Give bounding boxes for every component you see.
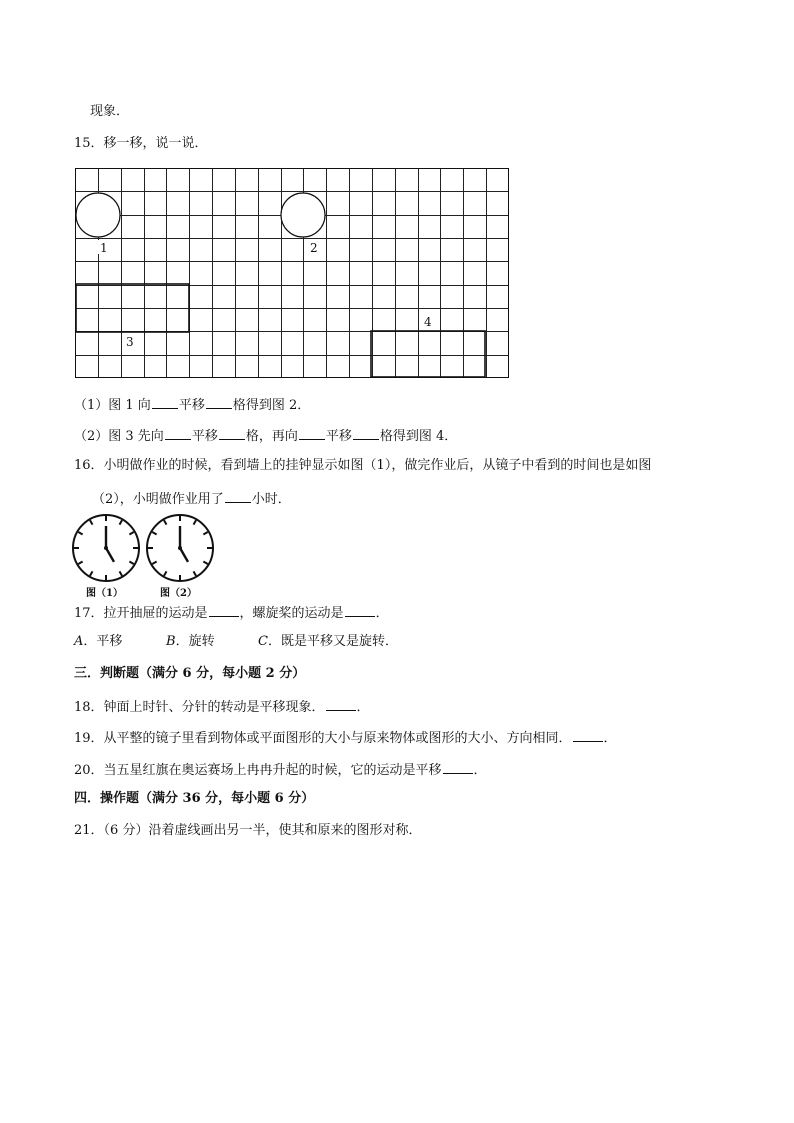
clock-label-2: 图（2） xyxy=(160,588,197,599)
answer-blank[interactable] xyxy=(443,761,473,774)
section-4-heading: 四．操作题（满分 36 分，每小题 6 分） xyxy=(74,791,315,806)
answer-blank[interactable] xyxy=(165,427,191,440)
shape-1-circle xyxy=(76,193,120,237)
q15-title: 15．移一移，说一说． xyxy=(74,136,208,151)
section-3-heading: 三．判断题（满分 6 分，每小题 2 分） xyxy=(74,666,306,681)
q15-sub2: （2）图 3 先向 平移 格，再向 平移 格得到图 4． xyxy=(74,429,458,444)
q17-option-b[interactable]: B．旋转 xyxy=(166,634,215,649)
answer-blank[interactable] xyxy=(353,427,379,440)
answer-blank[interactable] xyxy=(219,427,245,440)
q17-option-c[interactable]: C．既是平移又是旋转． xyxy=(258,634,398,649)
shape-label-2: 2 xyxy=(310,241,318,255)
answer-blank[interactable] xyxy=(225,490,251,503)
clock-figures xyxy=(70,512,220,598)
q17-option-a[interactable]: A．平移 xyxy=(74,634,123,649)
shape-4-rectangle xyxy=(371,331,485,377)
clock-figure-2 xyxy=(147,515,213,581)
prev-question-tail: 现象． xyxy=(90,104,130,119)
answer-blank[interactable] xyxy=(326,698,356,711)
q16-line2: （2），小明做作业用了 小时． xyxy=(92,492,291,507)
q15-sub1: （1）图 1 向 平移 格得到图 2． xyxy=(74,398,311,413)
answer-blank[interactable] xyxy=(299,427,325,440)
answer-blank[interactable] xyxy=(209,604,239,617)
shape-label-4: 4 xyxy=(424,315,432,329)
q17-question: 17．拉开抽屉的运动是 ，螺旋桨的运动是 ． xyxy=(74,606,389,621)
q16-line1: 16．小明做作业的时候，看到墙上的挂钟显示如图（1），做完作业后，从镜子中看到的时间也是如图 xyxy=(74,458,652,473)
shape-2-circle xyxy=(281,193,325,237)
shape-label-1: 1 xyxy=(100,241,108,255)
clock-label-1: 图（1） xyxy=(86,588,123,599)
translation-grid xyxy=(75,168,511,380)
q19: 19．从平整的镜子里看到物体或平面图形的大小与原来物体或图形的大小、方向相同． ． xyxy=(74,731,617,746)
q21: 21．（6 分）沿着虚线画出另一半，使其和原来的图形对称． xyxy=(74,823,422,838)
q20: 20．当五星红旗在奥运赛场上冉冉升起的时候，它的运动是平移 ． xyxy=(74,763,487,778)
answer-blank[interactable] xyxy=(573,729,603,742)
answer-blank[interactable] xyxy=(152,396,178,409)
q18: 18．钟面上时针、分针的转动是平移现象． ． xyxy=(74,700,370,715)
clock-figure-1 xyxy=(73,515,139,581)
answer-blank[interactable] xyxy=(345,604,375,617)
answer-blank[interactable] xyxy=(206,396,232,409)
shape-label-3: 3 xyxy=(126,335,134,349)
